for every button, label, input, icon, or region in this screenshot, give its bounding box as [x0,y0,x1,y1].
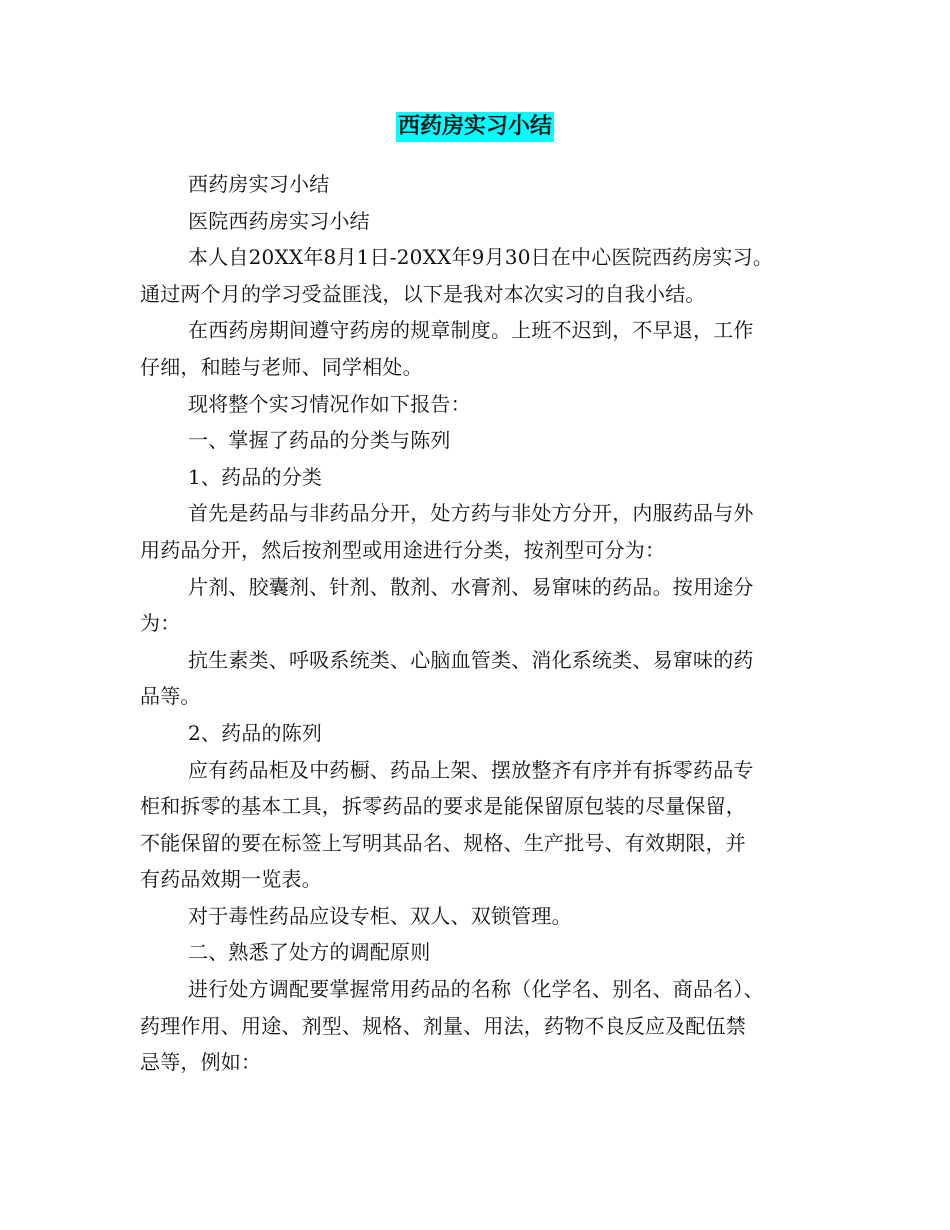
text-line: 医院西药房实习小结 [188,208,370,233]
text-line: 有药品效期一览表。 [140,867,322,892]
text-line: 2、药品的陈列 [188,720,323,745]
text-line: 抗生素类、呼吸系统类、心脑血管类、消化系统类、易窜味的药 [188,647,754,672]
text-line: 用药品分开，然后按剂型或用途进行分类，按剂型可分为： [140,537,666,562]
text-line: 仔细，和睦与老师、同学相处。 [140,354,423,379]
text-line: 西药房实习小结 [188,172,330,196]
text-line: 在西药房期间遵守药房的规章制度。上班不迟到，不早退，工作 [188,318,754,343]
title-container [0,112,950,142]
text-line: 为： [140,611,181,636]
text-line: 片剂、胶囊剂、针剂、散剂、水膏剂、易窜味的药品。按用途分 [188,574,754,599]
document-body [140,166,812,1081]
text-line: 1、药品的分类 [188,464,323,489]
document-title: 西药房实习小结 [396,112,554,142]
text-line: 应有药品柜及中药橱、药品上架、摆放整齐有序并有拆零药品专 [188,757,754,782]
text-line: 品等。 [140,684,201,709]
text-line: 本人自20XX年8月1日-20XX年9月30日在中心医院西药房实习。 [188,245,774,270]
text-line: 忌等，例如： [140,1050,262,1075]
text-line: 对于毒性药品应设专柜、双人、双锁管理。 [188,903,572,928]
text-line: 进行处方调配要掌握常用药品的名称（化学名、别名、商品名）、 [188,977,764,1002]
text-line: 一、掌握了药品的分类与陈列 [188,428,451,453]
text-line: 现将整个实习情况作如下报告： [188,391,471,416]
text-line: 首先是药品与非药品分开，处方药与非处方分开，内服药品与外 [188,501,754,526]
text-line: 二、熟悉了处方的调配原则 [188,940,431,965]
text-line: 柜和拆零的基本工具，拆零药品的要求是能保留原包装的尽量保留， [140,794,746,819]
text-line: 药理作用、用途、剂型、规格、剂量、用法，药物不良反应及配伍禁 [140,1013,746,1038]
text-line: 不能保留的要在标签上写明其品名、规格、生产批号、有效期限，并 [140,830,746,855]
text-line: 通过两个月的学习受益匪浅，以下是我对本次实习的自我小结。 [140,281,706,306]
